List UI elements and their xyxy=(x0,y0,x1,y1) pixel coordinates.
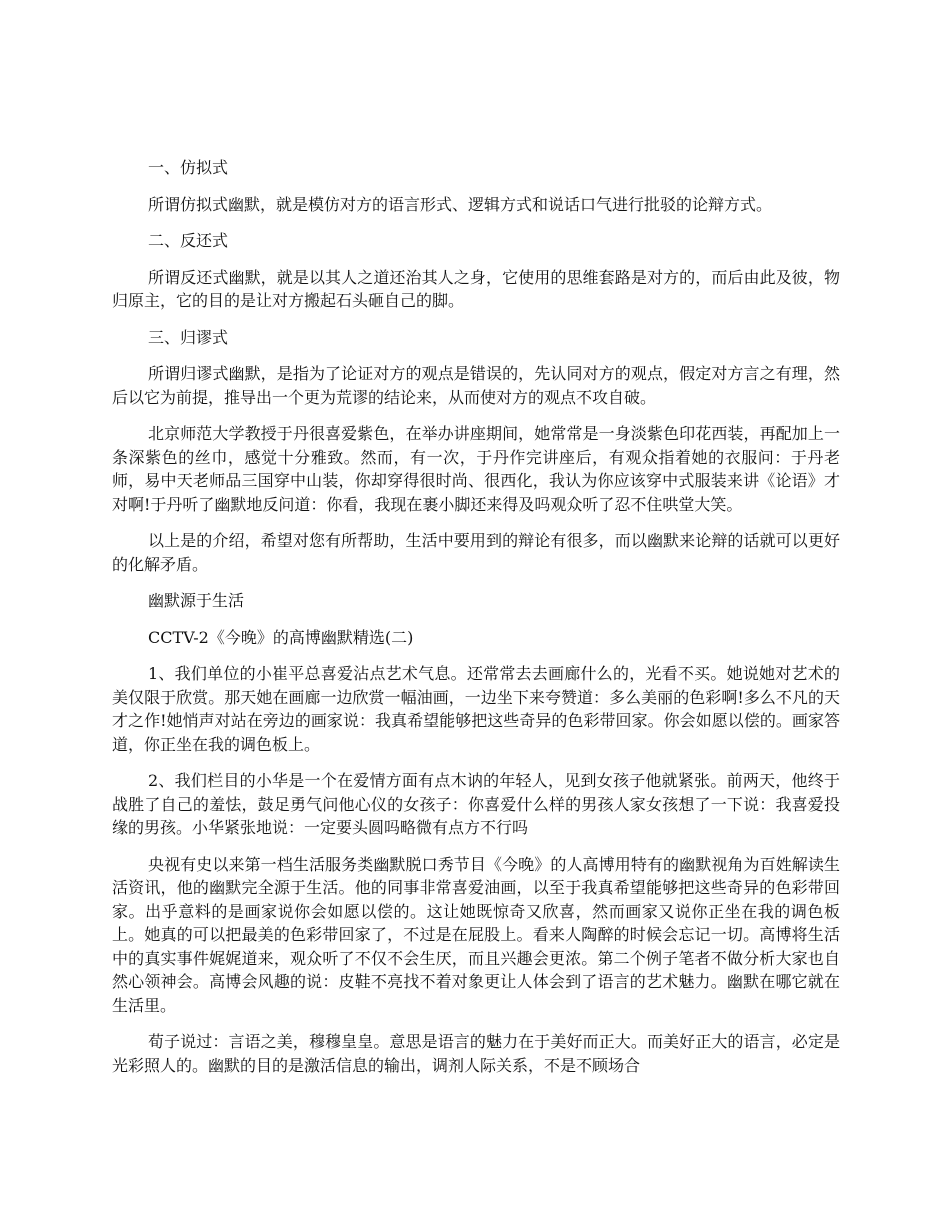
paragraph: 所谓仿拟式幽默，就是模仿对方的语言形式、逻辑方式和说话口气进行批驳的论辩方式。 xyxy=(148,194,773,214)
paragraph: 所谓归谬式幽默，是指为了论证对方的观点是错误的，先认同对方的观点，假定对方言之有理，然后以它为前提，推导出一个更为荒谬的结论来，从而使对方的观点不攻自破。 xyxy=(112,364,840,407)
paragraph: 荀子说过：言语之美，穆穆皇皇。意思是语言的魅力在于美好而正大。而美好正大的语言，必定是光彩照人的。幽默的目的是激活信息的输出，调剂人际关系，不是不顾场合 xyxy=(112,1032,840,1075)
paragraph: 以上是的介绍，希望对您有所帮助，生活中要用到的辩论有很多，而以幽默来论辩的话就可以更好的化解矛盾。 xyxy=(112,531,840,574)
section-heading-1: 一、仿拟式 xyxy=(148,158,229,177)
section-heading-5: CCTV-2《今晚》的高博幽默精选(二) xyxy=(148,627,414,647)
paragraph: 所谓反还式幽默，就是以其人之道还治其人之身，它使用的思维套路是对方的，而后由此及彼，物归原主，它的目的是让对方搬起石头砸自己的脚。 xyxy=(112,267,840,310)
paragraph: 1、我们单位的小崔平总喜爱沾点艺术气息。还常常去去画廊什么的，光看不买。她说她对艺术的美仅限于欣赏。那天她在画廊一边欣赏一幅油画，一边坐下来夸赞道：多么美丽的色彩啊!多么不凡的天才之作!她悄声对站在旁边的画家说：我真希望能够把这些奇异的色彩带回家。你会如愿以偿的。画家答道，你正坐在我的调色板上。 xyxy=(112,664,840,754)
section-heading-4: 幽默源于生活 xyxy=(148,591,245,610)
section-heading-2: 二、反还式 xyxy=(148,231,229,250)
paragraph: 北京师范大学教授于丹很喜爱紫色，在举办讲座期间，她常常是一身淡紫色印花西装，再配加上一条深紫色的丝巾，感觉十分雅致。然而，有一次，于丹作完讲座后，有观众指着她的衣服问：于丹老师，易中天老师品三国穿中山装，你却穿得很时尚、很西化，我认为你应该穿中式服装来讲《论语》才对啊!于丹听了幽默地反问道：你看，我现在裹小脚还来得及吗观众听了忍不住哄堂大笑。 xyxy=(112,424,840,514)
paragraph: 央视有史以来第一档生活服务类幽默脱口秀节目《今晚》的人高博用特有的幽默视角为百姓解读生活资讯，他的幽默完全源于生活。他的同事非常喜爱油画，以至于我真希望能够把这些奇异的色彩带回家。出乎意料的是画家说你会如愿以偿的。这让她既惊奇又欣喜，然而画家又说你正坐在我的调色板上。她真的可以把最美的色彩带回家了，不过是在屁股上。看来人陶醉的时候会忘记一切。高博将生活中的真实事件娓娓道来，观众听了不仅不会生厌，而且兴趣会更浓。第二个例子笔者不做分析大家也自然心领神会。高博会风趣的说：皮鞋不亮找不着对象更让人体会到了语言的艺术魅力。幽默在哪它就在生活里。 xyxy=(112,854,840,1015)
document-body xyxy=(112,156,840,1090)
section-heading-3: 三、归谬式 xyxy=(148,327,229,347)
paragraph: 2、我们栏目的小华是一个在爱情方面有点木讷的年轻人，见到女孩子他就紧张。前两天，他终于战胜了自己的羞怯，鼓足勇气问他心仪的女孩子：你喜爱什么样的男孩人家女孩想了一下说：我喜爱投缘的男孩。小华紧张地说：一定要头圆吗略微有点方不行吗 xyxy=(112,771,840,837)
